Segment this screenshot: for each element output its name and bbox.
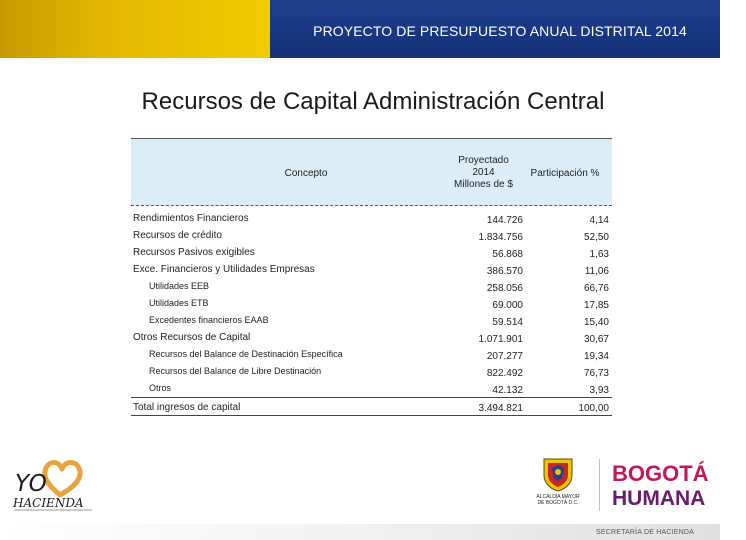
row-share: 15,40 <box>583 317 609 328</box>
row-share: 19,34 <box>583 351 609 362</box>
banner-title-block <box>270 0 720 58</box>
table-row <box>131 312 612 329</box>
column-header-projected-line1: Proyectado <box>458 155 509 166</box>
row-label: Rendimientos Financieros <box>133 213 249 224</box>
capital-resources-table <box>131 138 612 416</box>
row-label: Recursos de crédito <box>133 230 222 241</box>
table-row <box>131 261 612 278</box>
table-row <box>131 380 612 398</box>
logo-hacienda-text: HACIENDA <box>13 496 84 510</box>
row-value: 59.514 <box>492 317 523 328</box>
row-label: Recursos Pasivos exigibles <box>133 247 255 258</box>
row-label: Utilidades ETB <box>149 298 209 308</box>
row-value: 42.132 <box>492 385 523 396</box>
row-label: Recursos del Balance de Libre Destinación <box>149 366 322 376</box>
yo-hacienda-logo <box>12 455 96 515</box>
row-label: Otros Recursos de Capital <box>133 332 251 343</box>
alcaldia-line2: DE BOGOTÁ D.C. <box>537 500 579 506</box>
row-value: 386.570 <box>486 266 523 277</box>
total-label: Total ingresos de capital <box>133 402 241 413</box>
banner-title: PROYECTO DE PRESUPUESTO ANUAL DISTRITAL 2014 <box>313 23 687 39</box>
total-value: 3.494.821 <box>478 403 523 414</box>
table-row <box>131 295 612 312</box>
row-label: Excedentes financieros EAAB <box>149 315 269 325</box>
column-header-projected-line2: 2014 <box>472 167 495 178</box>
table-row <box>131 278 612 295</box>
secretaria-hacienda-label: SECRETARÍA DE HACIENDA <box>595 529 694 536</box>
row-label: Exce. Financieros y Utilidades Empresas <box>133 264 315 275</box>
row-share: 4,14 <box>589 215 609 226</box>
column-header-share: Participación % <box>530 168 600 179</box>
row-share: 17,85 <box>583 300 609 311</box>
row-share: 66,76 <box>583 283 609 294</box>
table-header <box>131 138 612 206</box>
banner-yellow-block <box>0 0 270 58</box>
row-share: 1,63 <box>589 249 609 260</box>
table-row <box>131 329 612 346</box>
table-row <box>131 363 612 380</box>
column-header-projected-line3: Millones de $ <box>454 179 513 190</box>
footer-divider <box>599 459 600 511</box>
page-title: Recursos de Capital Administración Central <box>141 88 605 115</box>
table-row <box>131 210 612 227</box>
heart-icon <box>45 462 80 495</box>
table-row <box>131 227 612 244</box>
row-label: Recursos del Balance de Destinación Específica <box>149 349 343 359</box>
logo-bogota-text: BOGOTÁ <box>612 461 709 486</box>
top-banner <box>0 0 720 58</box>
alcaldia-caption <box>520 494 596 506</box>
table-total-row <box>131 398 612 416</box>
logo-humana-text: HUMANA <box>612 487 706 510</box>
row-share: 11,06 <box>584 266 609 277</box>
row-value: 258.056 <box>486 283 523 294</box>
row-share: 30,67 <box>583 334 609 345</box>
row-label: Utilidades EEB <box>149 281 210 291</box>
row-value: 822.492 <box>486 368 523 379</box>
total-share: 100,00 <box>578 403 609 414</box>
row-value: 69.000 <box>492 300 523 311</box>
row-share: 76,73 <box>583 368 609 379</box>
row-value: 207.277 <box>486 351 523 362</box>
column-header-concept: Concepto <box>284 168 328 179</box>
row-value: 1.071.901 <box>478 334 523 345</box>
logo-yo-text: YO <box>15 471 47 497</box>
row-label: Otros <box>149 383 172 393</box>
table-row <box>131 346 612 363</box>
table-row <box>131 244 612 261</box>
row-share: 3,93 <box>589 385 609 396</box>
column-header-projected <box>441 155 526 191</box>
bogota-humana-logo <box>612 459 709 511</box>
bogota-coat-of-arms-icon <box>540 456 576 492</box>
row-share: 52,50 <box>583 232 609 243</box>
alcaldia-line1: ALCALDÍA MAYOR <box>536 494 580 500</box>
row-value: 1.834.756 <box>478 232 523 243</box>
row-value: 144.726 <box>486 215 523 226</box>
row-value: 56.868 <box>492 249 523 260</box>
